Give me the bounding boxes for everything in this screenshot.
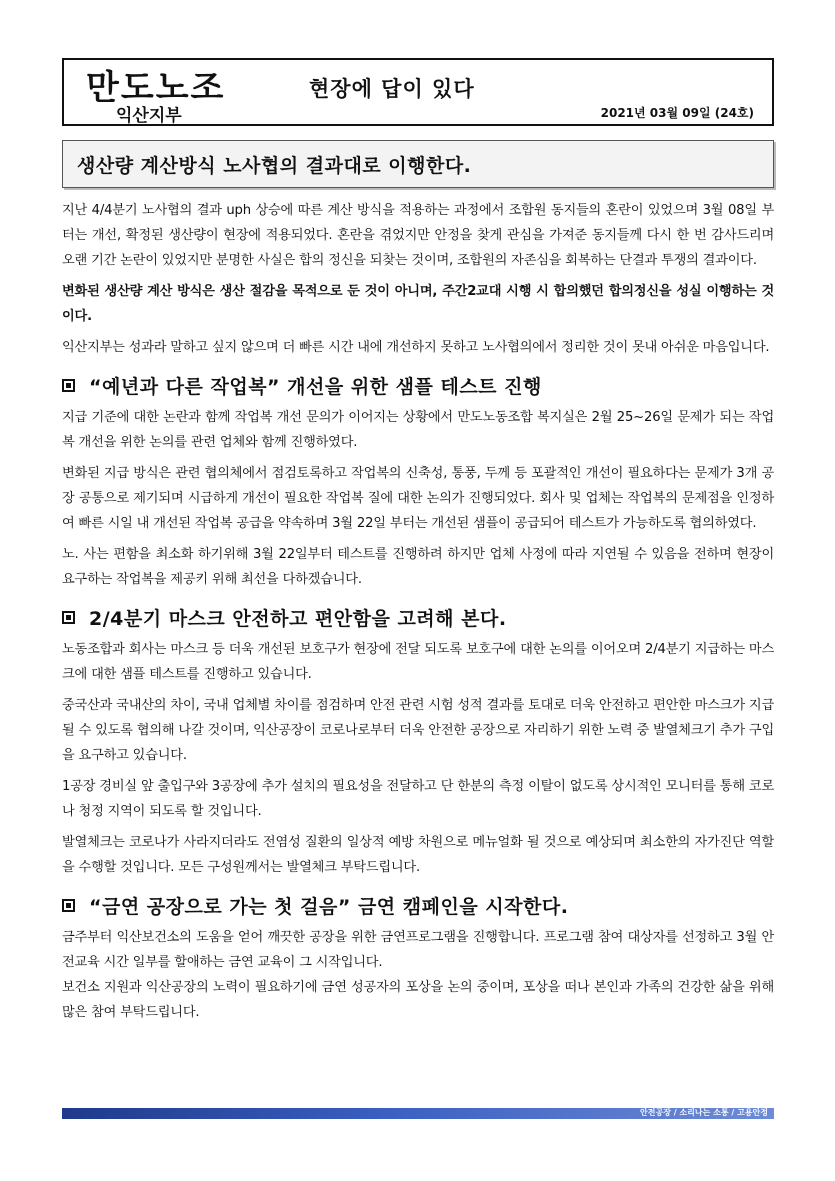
section-paragraph: 1공장 경비실 앞 출입구와 3공장에 추가 설치의 필요성을 전달하고 단 한분의 측정 이탈이 없도록 상시적인 모니터를 통해 코로나 청정 지역이 되도록 할 것입니다. [62, 779, 774, 819]
section-title: “예년과 다른 작업복” 개선을 위한 샘플 테스트 진행 [89, 375, 542, 398]
intro-paragraph: 지난 4/4분기 노사협의 결과 uph 상승에 따른 계산 방식을 적용하는 과정에서 조합원 동지들의 혼란이 있었으며 3월 08일 부터는 개선, 확정된 생산량이 현장에 적용되었다. 혼란을 겪었지만 안정을 찾게 관심을 가져준 동지들께 다시 한 번 감사드리며 오랜 기간 논란이 있었지만 분명한 사실은 합의 정신을 되찾는 것이며, 조합원의 자존심을 회복하는 단결과 투쟁의 결과이다. [62, 203, 774, 268]
section-paragraph: 지급 기준에 대한 논란과 함께 작업복 개선 문의가 이어지는 상황에서 만도노동조합 복지실은 2월 25~26일 문제가 되는 작업복 개선을 위한 논의를 관련 업체와 함께 진행하였다. [62, 410, 774, 450]
article-body [62, 198, 774, 1031]
section-paragraph: 금주부터 익산보건소의 도움을 얻어 깨끗한 공장을 위한 금연프로그램을 진행합니다. 프로그램 참여 대상자를 선정하고 3월 안전교육 시간 일부를 할애하는 금연 교육이 그 시작입니다. [62, 930, 774, 970]
section-heading [62, 886, 774, 924]
square-bullet-icon [62, 611, 75, 624]
section-title: “금연 공장으로 가는 첫 걸음” 금연 캠페인을 시작한다. [89, 895, 569, 918]
square-bullet-icon [62, 899, 75, 912]
section-title: 2/4분기 마스크 안전하고 편안함을 고려해 본다. [89, 607, 507, 630]
section-heading [62, 366, 774, 404]
section-paragraph: 변화된 지급 방식은 관련 협의체에서 점검토록하고 작업복의 신축성, 통풍, 두께 등 포괄적인 개선이 필요하다는 문제가 3개 공장 공통으로 제기되며 시급하게 개선이 필요한 작업복 질에 대한 논의가 진행되었다. 회사 및 업체는 작업복의 문제점을 인정하여 빠른 시일 내 개선된 작업복 공급을 약속하며 3월 22일 부터는 개선된 샘플이 공급되어 테스트가 가능하도록 협의하였다. [62, 466, 774, 531]
section-paragraph: 노동조합과 회사는 마스크 등 더욱 개선된 보호구가 현장에 전달 되도록 보호구에 대한 논의를 이어오며 2/4분기 지급하는 마스크에 대한 샘플 테스트를 진행하고 있습니다. [62, 642, 774, 682]
section-paragraph: 발열체크는 코로나가 사라지더라도 전염성 질환의 일상적 예방 차원으로 메뉴얼화 될 것으로 예상되며 최소한의 자가진단 역할을 수행할 것입니다. 모든 구성원께서는 발열체크 부탁드립니다. [62, 835, 774, 875]
intro-emphasis: 변화된 생산량 계산 방식은 생산 절감을 목적으로 둔 것이 아니며, 주간2교대 시행 시 합의했던 합의정신을 성실 이행하는 것이다. [62, 284, 774, 324]
slogan: 현장에 답이 있다 [309, 77, 475, 101]
masthead [62, 58, 774, 126]
section-paragraph: 중국산과 국내산의 차이, 국내 업체별 차이를 점검하며 안전 관련 시험 성적 결과를 토대로 더욱 안전하고 편안한 마스크가 지급 될 수 있도록 협의해 나갈 것이며, 익산공장이 코로나로부터 더욱 안전한 공장으로 자리하기 위한 노력 중 발열체크기 추가 구입을 요구하고 있습니다. [62, 698, 774, 763]
square-bullet-icon [62, 379, 75, 392]
footer-bar [62, 1108, 774, 1119]
footer-slogan: 안전공장 / 소리나는 소통 / 고용안정 [640, 1108, 768, 1117]
headline-box [62, 140, 774, 188]
branch-name: 익산지부 [116, 106, 182, 126]
section-heading [62, 598, 774, 636]
issue-date: 2021년 03월 09일 (24호) [600, 106, 754, 120]
intro-paragraph: 익산지부는 성과라 말하고 싶지 않으며 더 빠른 시간 내에 개선하지 못하고 노사협의에서 정리한 것이 못내 아쉬운 마음입니다. [62, 340, 770, 355]
section-paragraph: 보건소 지원과 익산공장의 노력이 필요하기에 금연 성공자의 포상을 논의 중이며, 포상을 떠나 본인과 가족의 건강한 삶을 위해 많은 참여 부탁드립니다. [62, 980, 774, 1020]
section-paragraph: 노. 사는 편함을 최소화 하기위해 3월 22일부터 테스트를 진행하려 하지만 업체 사정에 따라 지연될 수 있음을 전하며 현장이 요구하는 작업복을 제공키 위해 최선을 다하겠습니다. [62, 547, 774, 587]
union-brand: 만도노조 [86, 68, 226, 108]
headline: 생산량 계산방식 노사협의 결과대로 이행한다. [77, 155, 472, 177]
